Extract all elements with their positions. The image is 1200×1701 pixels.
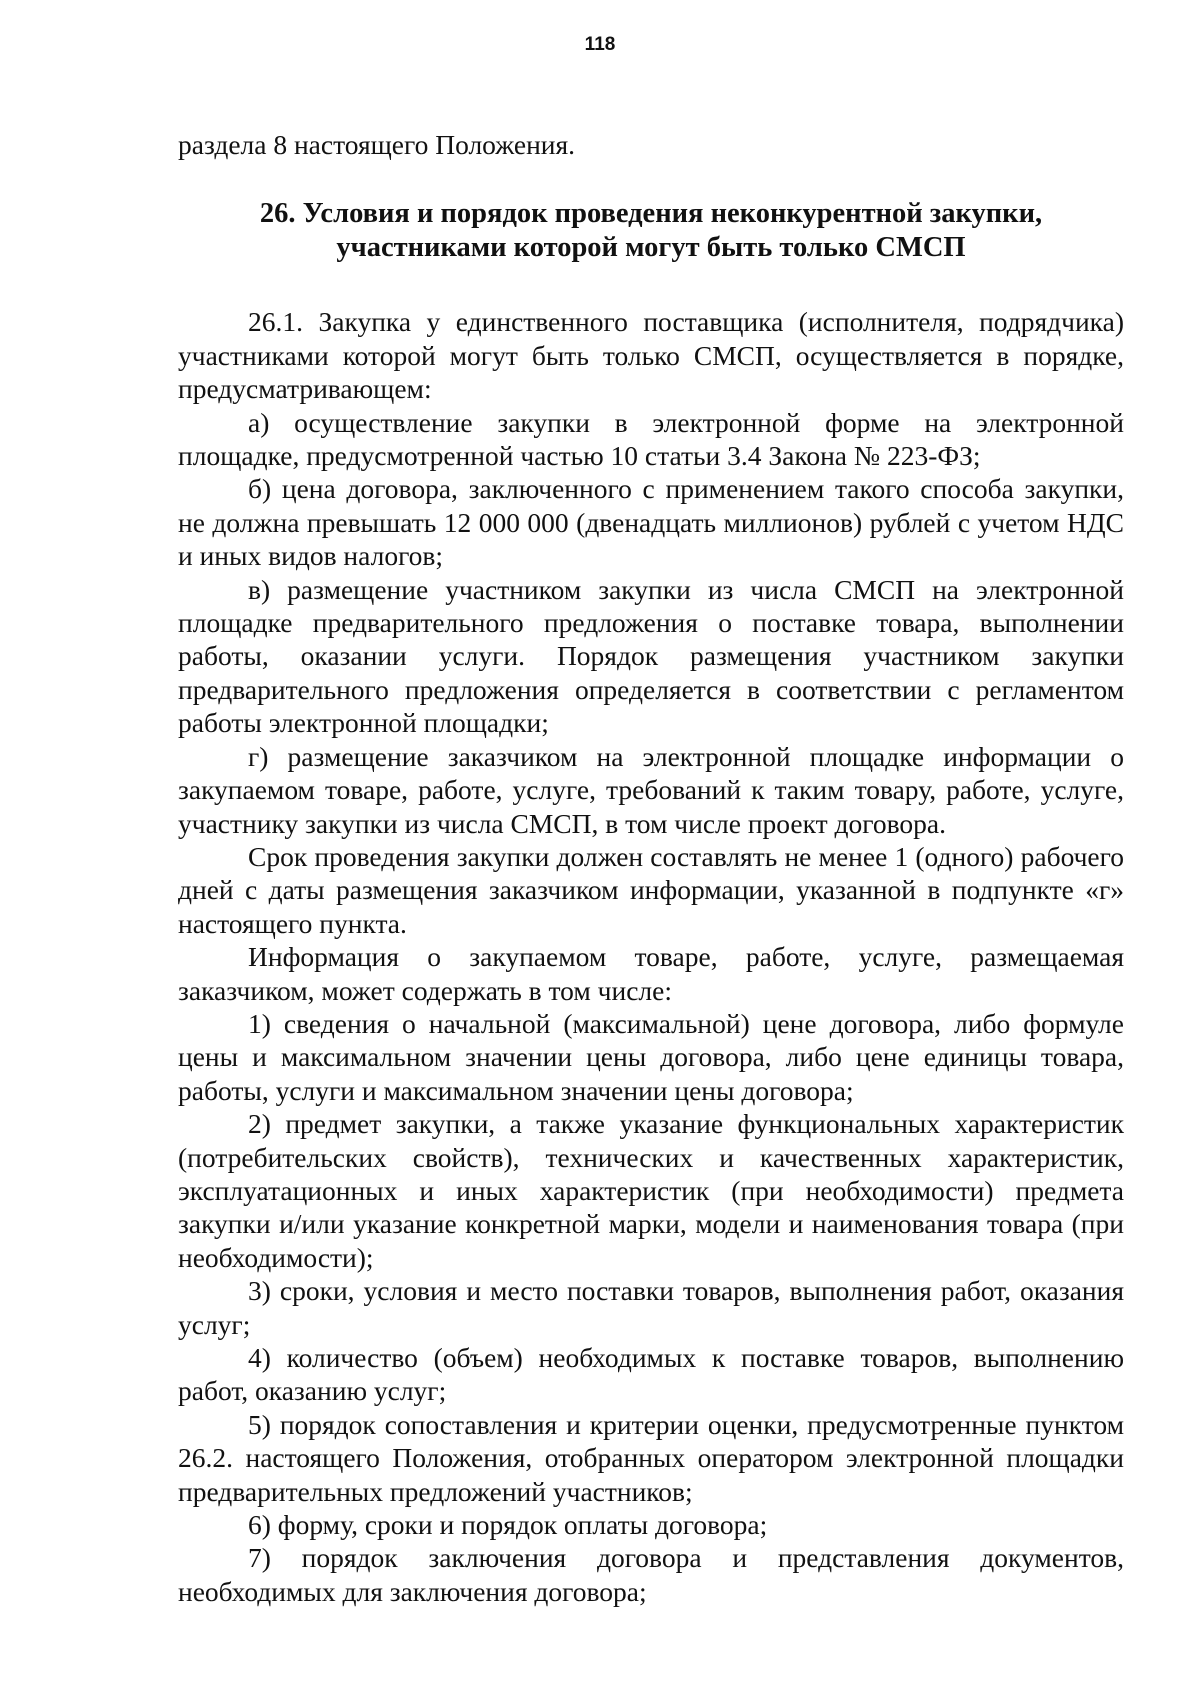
paragraph-sub-g: г) размещение заказчиком на электронной площадке информации о закупаемом товаре, работе, услуге, требований к таким товару, работе, услуге, участнику закупки из числа СМСП, в том числе проект договора. bbox=[178, 740, 1124, 839]
document-body bbox=[178, 128, 1124, 1608]
paragraph-item-2: 2) предмет закупки, а также указание функциональных характеристик (потребительских свойств), технических и качественных характеристик, эксплуатационных и иных характеристик (при необходимости) предмета закупки и/или указание конкретной марки, модели и наименования товара (при необходимости); bbox=[178, 1108, 1124, 1273]
section-title-line-1: 26. Условия и порядок проведения неконкурентной закупки, bbox=[259, 198, 1043, 230]
paragraph-item-6: 6) форму, сроки и порядок оплаты договора; bbox=[248, 1509, 768, 1541]
paragraph-item-5: 5) порядок сопоставления и критерии оценки, предусмотренные пунктом 26.2. настоящего Положения, отобранных оператором электронной площадки предварительных предложений участников; bbox=[178, 1408, 1124, 1507]
paragraph-item-1: 1) сведения о начальной (максимальной) цене договора, либо формуле цены и максимальном значении цены договора, либо цене единицы товара, работы, услуги и максимальном значении цены договора; bbox=[178, 1007, 1124, 1106]
paragraph-info: Информация о закупаемом товаре, работе, услуге, размещаемая заказчиком, может содержать в том числе: bbox=[178, 941, 1124, 1006]
paragraph-term: Срок проведения закупки должен составлять не менее 1 (одного) рабочего дней с даты размещения заказчиком информации, указанной в подпункте «г» настоящего пункта. bbox=[178, 840, 1124, 939]
lead-line: раздела 8 настоящего Положения. bbox=[178, 129, 576, 160]
paragraph-item-4: 4) количество (объем) необходимых к поставке товаров, выполнению работ, оказанию услуг; bbox=[178, 1342, 1124, 1407]
paragraph-sub-b: б) цена договора, заключенного с применением такого способа закупки, не должна превышать 12 000 000 (двенадцать миллионов) рублей с учетом НДС и иных видов налогов; bbox=[178, 473, 1124, 572]
paragraph-item-3: 3) сроки, условия и место поставки товаров, выполнения работ, оказания услуг; bbox=[178, 1275, 1124, 1340]
section-title-line-2: участниками которой могут быть только СМСП bbox=[336, 232, 966, 264]
paragraph-26-1: 26.1. Закупка у единственного поставщика (исполнителя, подрядчика) участниками которой могут быть только СМСП, осуществляется в порядке, предусматривающем: bbox=[178, 306, 1124, 405]
paragraph-sub-a: а) осуществление закупки в электронной форме на электронной площадке, предусмотренной частью 10 статьи 3.4 Закона № 223-ФЗ; bbox=[178, 406, 1124, 472]
page-number: 118 bbox=[584, 34, 616, 55]
paragraph-sub-v: в) размещение участником закупки из числа СМСП на электронной площадке предварительного предложения о поставке товара, выполнении работы, оказании услуги. Порядок размещения участником закупки предварительного предложения определяется в соответствии с регламентом работы электронной площадки; bbox=[178, 573, 1124, 739]
section-title bbox=[178, 197, 1124, 265]
paragraph-item-7: 7) порядок заключения договора и представления документов, необходимых для заключения договора; bbox=[178, 1542, 1124, 1607]
